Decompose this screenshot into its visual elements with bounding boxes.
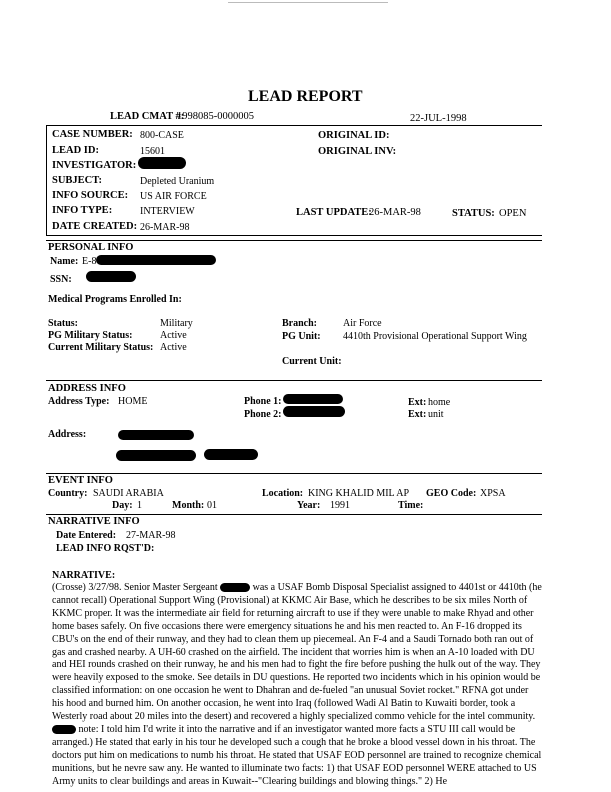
narrative-top-rule (46, 514, 542, 515)
ssn-redaction (86, 271, 136, 282)
current-unit-label: Current Unit: (282, 356, 342, 367)
ext2-value: unit (428, 409, 444, 420)
narrative-text-part-2: was a USAF Bomb Disposal Specialist assigned to 4401st or 4410th (he cannot recall) Operational Support Wing (Provisional) at KKMC Air Base, which he describes to be six miles North of KKMC proper. It was the intermediate air field for returning aircraft to use if they were unable to make Rhyad and other home bases safely. On five occasions there were emergency situations he and his men reacted to. An F-16 dropped its CBU's on the end of their runway, and they had to clean them up piecemeal. An F-4 and a Saudi Tornado both ran out of gas and crashed nearby. A UH-60 crashed on the airfield. The incident that worries him is when an A-10 loaded with DU and HEI rounds crashed on their runway, he and his men had to fight the fire before pushing the hulk out of the way. They were heavily exposed to the smoke. See details in DU questions. He reported two incidents which in his opinion would be classified information: on one occasion he went to Dhahran and de-fueled "an unusual Soviet rocket." RFNA got under his hood and burned him. On another occasion, he went into Iraq (followed Wadi Al Batin to Kuwaiti border, took a Westerly road about 20 miles into the desert) and recovered a highly specialized commo vehicle for the intel community. (52, 582, 542, 723)
phone2-label: Phone 2: (244, 409, 282, 420)
lead-id-label: LEAD ID: (52, 145, 99, 156)
date-entered-label: Date Entered: (56, 530, 117, 541)
country-value: SAUDI ARABIA (93, 488, 164, 499)
last-update-label: LAST UPDATE: (296, 207, 372, 218)
lead-id-value: 15601 (140, 146, 165, 157)
date-created-label: DATE CREATED: (52, 221, 138, 232)
address-redaction-2 (116, 450, 196, 461)
narrative-redaction-2 (52, 725, 76, 734)
case-number-label: CASE NUMBER: (52, 129, 133, 140)
case-number-value: 800-CASE (140, 130, 184, 141)
narrative-text (52, 582, 542, 789)
month-value: 01 (207, 500, 217, 511)
address-section-title: ADDRESS INFO (48, 383, 126, 394)
investigator-redaction (138, 157, 186, 169)
last-update-value: 26-MAR-98 (369, 207, 421, 218)
lead-info-label: LEAD INFO RQST'D: (56, 543, 155, 554)
pg-unit-label: PG Unit: (282, 331, 321, 342)
status-field-value: Military (160, 318, 193, 329)
pg-military-status-value: Active (160, 330, 187, 341)
event-section-title: EVENT INFO (48, 475, 113, 486)
address-label: Address: (48, 429, 87, 440)
subject-label: SUBJECT: (52, 175, 102, 186)
cmat-label: LEAD CMAT #: (110, 111, 185, 122)
address-redaction-1 (118, 430, 194, 440)
ext1-label: Ext: (408, 397, 427, 408)
phone1-redaction (283, 394, 343, 404)
original-inv-label: ORIGINAL INV: (318, 146, 397, 157)
narrative-text-part-1: (Crosse) 3/27/98. Senior Master Sergeant (52, 582, 218, 593)
info-type-value: INTERVIEW (140, 206, 195, 217)
info-type-label: INFO TYPE: (52, 205, 113, 216)
time-label: Time: (398, 500, 424, 511)
event-top-rule (46, 473, 542, 474)
report-date: 22-JUL-1998 (410, 113, 467, 124)
case-box-left-border (46, 125, 47, 235)
ssn-label: SSN: (50, 274, 72, 285)
status-field-label: Status: (48, 318, 79, 329)
address-type-label: Address Type: (48, 396, 110, 407)
medical-programs-label: Medical Programs Enrolled In: (48, 294, 182, 305)
personal-top-rule (46, 240, 542, 241)
day-label: Day: (112, 500, 133, 511)
geo-code-value: XPSA (480, 488, 506, 499)
info-source-value: US AIR FORCE (140, 191, 207, 202)
top-rule (228, 2, 388, 3)
pg-military-status-label: PG Military Status: (48, 330, 133, 341)
investigator-label: INVESTIGATOR: (52, 160, 137, 171)
branch-value: Air Force (343, 318, 382, 329)
day-value: 1 (137, 500, 142, 511)
address-type-value: HOME (118, 396, 148, 407)
phone1-label: Phone 1: (244, 396, 282, 407)
phone2-redaction (283, 406, 345, 417)
narrative-redaction-1 (220, 583, 250, 592)
date-entered-value: 27-MAR-98 (126, 530, 176, 541)
pg-unit-value: 4410th Provisional Operational Support Wing (343, 331, 527, 342)
country-label: Country: (48, 488, 88, 499)
year-value: 1991 (330, 500, 350, 511)
ext2-label: Ext: (408, 409, 427, 420)
current-military-status-label: Current Military Status: (48, 342, 154, 353)
case-top-rule (46, 125, 542, 126)
subject-value: Depleted Uranium (140, 176, 215, 187)
original-id-label: ORIGINAL ID: (318, 130, 390, 141)
branch-label: Branch: (282, 318, 317, 329)
location-value: KING KHALID MIL AP (308, 488, 410, 499)
name-value: E-8 (82, 256, 97, 267)
case-bottom-rule (46, 235, 542, 236)
info-source-label: INFO SOURCE: (52, 190, 129, 201)
current-military-status-value: Active (160, 342, 187, 353)
status-label: STATUS: (452, 208, 495, 219)
narrative-text-part-3: note: I told him I'd write it into the narrative and if an investigator wanted more facts a STU III call would be arranged.) He stated that early in his tour he developed such a cough that he broke a blood vessel down in his throat. The doctors put him on medications to numb his throat. He stated that USAF EOD personnel are trained to recognize chemical munitions, but he nevre saw any. He wanted to illuminate two facts: 1) that USAF EOD personnel WERE attached to US Army units to clear buildings and areas in Kuwait--"Clearing buildings and blowing things." 2) He (52, 723, 542, 787)
month-label: Month: (172, 500, 205, 511)
date-created-value: 26-MAR-98 (140, 222, 190, 233)
personal-section-title: PERSONAL INFO (48, 242, 134, 253)
name-label: Name: (50, 256, 79, 267)
narrative-section-title: NARRATIVE INFO (48, 516, 140, 527)
narrative-label: NARRATIVE: (52, 570, 116, 581)
cmat-value: 1998085-0000005 (177, 111, 254, 122)
year-label: Year: (297, 500, 321, 511)
status-value: OPEN (499, 208, 527, 219)
address-top-rule (46, 380, 542, 381)
name-redaction (96, 255, 216, 265)
location-label: Location: (262, 488, 304, 499)
address-redaction-3 (204, 449, 258, 460)
geo-code-label: GEO Code: (426, 488, 477, 499)
ext1-value: home (428, 397, 451, 408)
report-title: LEAD REPORT (248, 88, 363, 105)
